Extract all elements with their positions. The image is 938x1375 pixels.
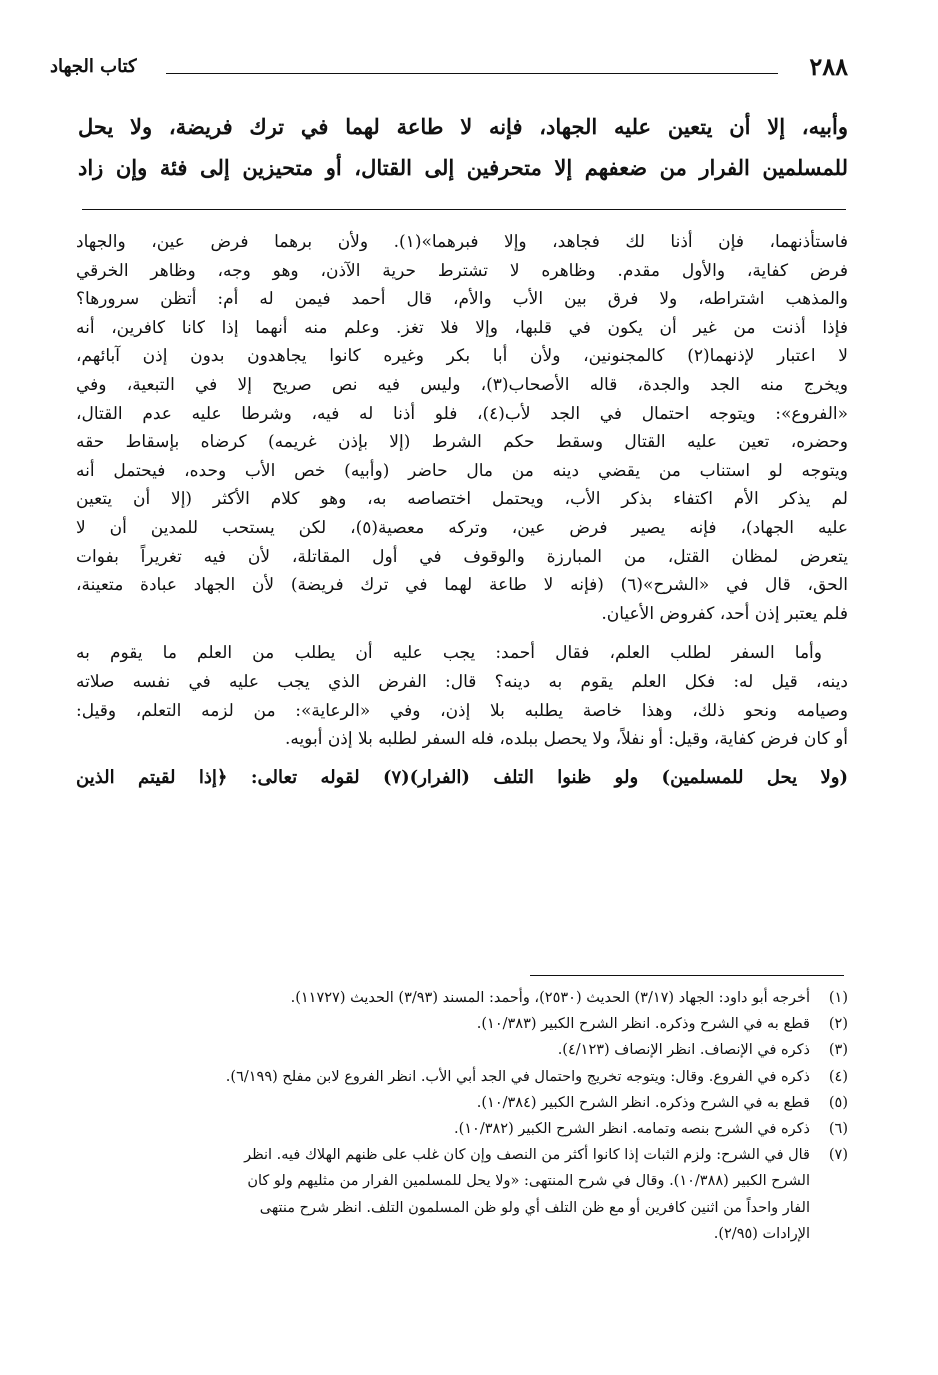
sharh-line: وأما السفر لطلب العلم، فقال أحمد: يجب عليه أن يطلب من العلم ما يقوم به: [76, 643, 822, 664]
sharh-line: لم يذكر الأم اكتفاء بذكر الأب، ويحتمل اختصاصه به، وهو كلام الأكثر (إلا أن يتعين: [76, 489, 848, 510]
footnote: [78, 1116, 848, 1142]
footnote-text: الإرادات (٢/٩٥).: [713, 1225, 810, 1242]
sharh-line: لا اعتبار لإذنهما(٢) كالمجنونين، ولأن أبا بكر وغيره كانوا يجاهدون بدون إذن آبائهم،: [76, 346, 848, 367]
footnote-number: (٦): [828, 1121, 848, 1138]
footnote: [78, 1064, 848, 1090]
matn-line: للمسلمين الفرار من ضعفهم إلا متحرفين إلى القتال، أو متحيزين إلى فئة وإن زاد: [78, 155, 848, 180]
footnote-text: ذكره في الفروع. وقال: ويتوجه تخريج واحتمال في الجد أبي الأب. انظر الفروع لابن مفلح (٦/١٩٩).: [225, 1068, 810, 1085]
sharh-line: فإذا أذنت من غير أن يكون في قلبها، وإلا فلا تغز. وعلم منه أنهما إذا كانا كافرين، أنه: [76, 317, 848, 338]
sharh-line: فرض كفاية، والأول مقدم. وظاهره لا تشترط حرية الآذن، وهو وجه، وظاهر الخرقي: [76, 260, 848, 281]
footnote-number: (٢): [828, 1016, 848, 1033]
sharh-line: وحضره، تعين عليه القتال وسقط حكم الشرط (إلا بإذن غريمه) كرضاه بإسقاط حقه: [76, 432, 848, 453]
sharh-line: يتعرض لمظان القتل، من المبارزة والوقوف في أول المقاتلة، لأن فيه تغريراً بفوات: [76, 546, 848, 567]
sharh-line: «الفروع»: ويتوجه احتمال في الجد لأب(٤)، فلو أذنا له فيه، وشرطا عليه عدم القتال،: [76, 403, 848, 424]
sharh-line: ويخرج منه الجد والجدة، قاله الأصحاب(٣)، وليس فيه نص صريح إلا في التبعية، وفي: [76, 374, 848, 395]
footnote-text: قطع به في الشرح وذكره. انظر الشرح الكبير (١٠/٣٨٤).: [476, 1094, 810, 1111]
sharh-line: وصيامه ونحو ذلك، وهذا خاصة يطلبه بلا إذن، وفي «الرعاية»: من لزمه التعلم، وقيل:: [76, 700, 848, 721]
matn-separator-rule: [82, 209, 846, 210]
footnote: [78, 1037, 848, 1063]
footnote-text: ذكره في الإنصاف. انظر الإنصاف (٤/١٢٣).: [557, 1042, 810, 1059]
footnote-number: (٤): [828, 1068, 848, 1085]
matn-text: [78, 106, 848, 196]
footnote-number: (٧): [828, 1147, 848, 1164]
sharh-line: والمذهب اشتراطه، ولا فرق بين الأب والأم، قال أحمد فيمن له أم: أتظن سرورها؟: [76, 289, 848, 310]
page-number: ٢٨٨: [809, 52, 848, 81]
sharh-line: فلم يعتبر إذن أحد، كفروض الأعيان.: [601, 603, 848, 624]
footnote: [78, 1011, 848, 1037]
sharh-line: أو كان فرض كفاية، وقيل: أو نفلاً، ولا يحصل ببلده، فله السفر لطلبه بلا إذن أبويه.: [284, 729, 848, 750]
sharh-line: الحق، قال في «الشرح»(٦) (فإنه لا طاعة لهما في ترك فريضة) لأن الجهاد عبادة متعينة،: [76, 575, 848, 596]
footnote-text: ذكره في الشرح بنصه وتمامه. انظر الشرح الكبير (١٠/٣٨٢).: [453, 1121, 810, 1138]
sharh-line: ويتوجه لو استناب من يقضي دينه من مال حاضر (وأبيه) خص الأب وحده، فيحتمل أنه: [76, 460, 848, 481]
sharh-line: عليه الجهاد)، فإنه يصير فرض عين، وتركه معصية(٥)، لكن يستحب للمدين أن لا: [76, 517, 848, 538]
footnote: [78, 985, 848, 1011]
footnote: [78, 1142, 848, 1247]
header-rule: [166, 73, 778, 74]
footnote-number: (١): [828, 990, 848, 1006]
sharh-line: دينه، قيل له: فكل العلم يقوم به دينه؟ قال: الفرض الذي يجب عليه في نفسه صلاته: [76, 671, 848, 692]
footnote-text: أخرجه أبو داود: الجهاد (٣/١٧) الحديث (٢٥٣٠)، وأحمد: المسند (٣/٩٣) الحديث (١١٧٢٧).: [290, 990, 810, 1006]
footnote-text: قطع به في الشرح وذكره. انظر الشرح الكبير (١٠/٣٨٣).: [476, 1016, 810, 1033]
footnote-text: الشرح الكبير (١٠/٣٨٨). وقال في شرح المنتهى: «ولا يحل للمسلمين الفرار من مثليهم ولو كان: [247, 1173, 810, 1190]
sharh-text: [76, 228, 848, 970]
footnote-text: قال في الشرح: ولزم الثبات إذا كانوا أكثر من النصف وإن كان غلب على ظنهم الهلاك فيه. انظر: [244, 1147, 810, 1164]
matn-line: وأبيه، إلا أن يتعين عليه الجهاد، فإنه لا طاعة لهما في ترك فريضة، ولا يحل: [78, 114, 848, 139]
footnote-number: (٣): [828, 1042, 848, 1059]
footnotes: [78, 985, 848, 1315]
sharh-line: فاستأذنهما، فإن أذنا لك فجاهد، وإلا فبرهما»(١). ولأن برهما فرض عين، والجهاد: [76, 232, 848, 252]
footnote-separator-rule: [530, 975, 844, 976]
footnote-text: الفار واحداً من اثنين كافرين أو مع ظن التلف أي ولو ظن المسلمون التلف. انظر شرح منتهى: [259, 1199, 810, 1216]
matn-quote-line: (ولا يحل للمسلمين) ولو ظنوا التلف (الفرار)(٧) لقوله تعالى: ﴿إذا لقيتم الذين: [76, 766, 848, 788]
footnote: [78, 1090, 848, 1116]
page-header: [50, 52, 848, 82]
running-title: كتاب الجهاد: [50, 56, 137, 77]
footnote-number: (٥): [828, 1094, 848, 1111]
